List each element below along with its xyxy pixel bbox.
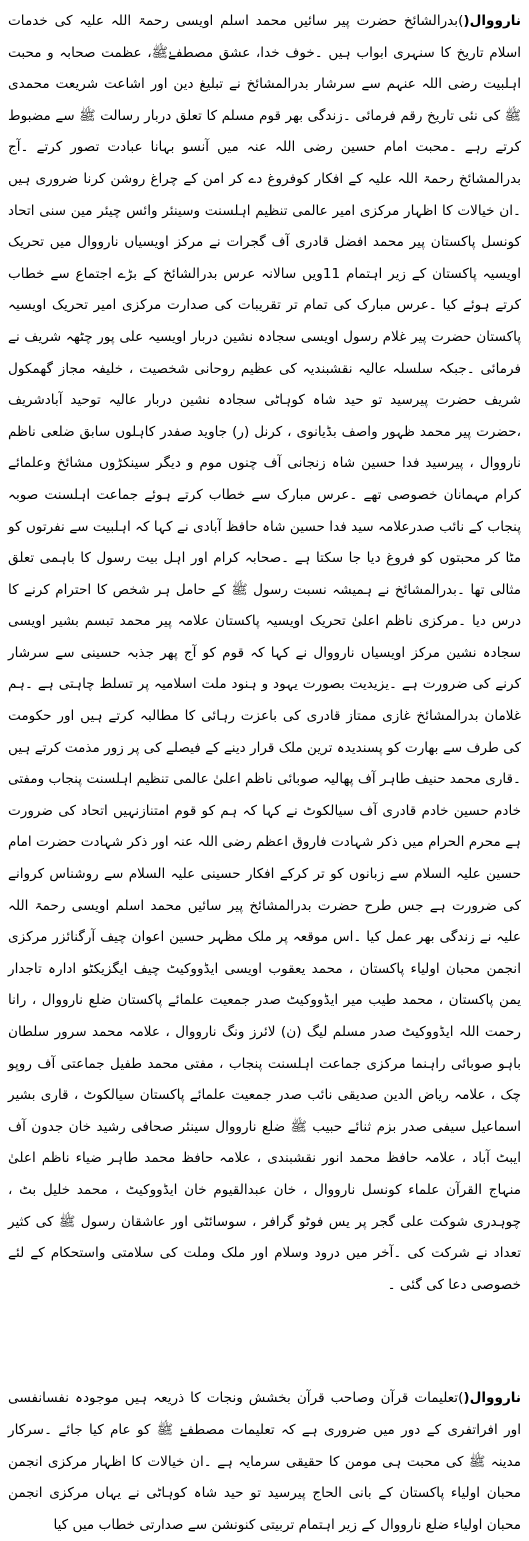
news-article-urs	[8, 6, 521, 1301]
article-body: موجودہ نفسانفسی اور افراتفری کے دور میں ضروری ہے کہ تعلیمات مصطفےٰ ﷺ کو عام کیا جائے ۔سرکار مدینہ ﷺ کی محبت ہی مومن کا حقیقی سرمایہ ہے ۔ان خیالات کا اظہار مرکزی انجمن محبان اولیاء پاکستان کے بانی الحاج پیرسید تو حید شاہ کوہاٹی نے یہاں مرکزی انجمن محبان اولیاء ضلع نارووال کے زیر اہتمام تربیتی کنونشن سے صدارتی خطاب میں کیا	[8, 1390, 521, 1533]
article-separator	[8, 1301, 521, 1383]
article-text	[8, 1383, 521, 1541]
article-body: خدمات اسلام تاریخ کا سنہری ابواب ہیں ۔خوف خدا، عشق مصطفےٰﷺ، عظمت صحابہ و محبت اہلبیت رضی اللہ عنہم سے سرشار بدرالمشائخ نے تبلیغ دین اور اشاعت شریعت محمدی ﷺ کی نئی تاریخ رقم فرمائی ۔زندگی بھر قوم مسلم کا تعلق دربار رسالت ﷺ سے مضبوط کرتے رہے ۔محبت امام حسین رضی اللہ عنہ میں آنسو بہانا عبادت تصور کرتے ۔آج بدرالمشائخ رحمۃ اللہ علیہ کے افکار کوفروغ دے کر امن کے چراغ روشن کرنا ضروری ہیں ۔ان خیالات کا اظہار مرکزی امیر عالمی تنظیم اہلسنت وسینئر وائس چیئر مین سنی اتحاد کونسل پاکستان پیر محمد افضل قادری آف گجرات نے مرکز اویسیاں نارووال میں تحریک اویسیہ پاکستان کے زیر اہتمام 11ویں سالانہ عرس بدرالشائخ کے بڑے اجتماع سے خطاب کرتے ہوئے کیا ۔عرس مبارک کی تمام تر تقریبات کی صدارت مرکزی امیر تحریک اویسیہ پاکستان حضرت پیر غلام رسول اویسی سجادہ نشین دربار اویسیہ علی پور چٹھہ شریف نے فرمائی ۔جبکہ سلسلہ عالیہ نقشبندیہ کی عظیم روحانی شخصیت ، خلیفہ مجاز گھمکول شریف حضرت پیرسید تو حید شاہ کوہاٹی سجادہ نشین دربار عالیہ توحید آبادشریف ،حضرت پیر محمد ظہور واصف بڈیانوی ، کرنل (ر) جاوید صفدر کاہلوں سابق ضلعی ناظم نارووال ، پیرسید فدا حسین شاہ زنجانی آف چنوں موم و دیگر سینکڑوں مشائخ وعلمائے کرام مہمانان خصوصی تھے ۔عرس مبارک سے خطاب کرتے ہوئے جماعت اہلسنت صوبہ پنجاب کے نائب صدرعلامہ سید فدا حسین شاہ حافظ آبادی نے کہا کہ اہلبیت سے نفرتوں کو مٹا کر محبتوں کو فروغ دیا جا سکتا ہے ۔صحابہ کرام اور اہل بیت رسول کا باہمی تعلق مثالی تھا ۔بدرالمشائخ نے ہمیشہ نسبت رسول ﷺ کے حامل ہر شخص کا احترام کرنے کا درس دیا ۔مرکزی ناظم اعلیٰ تحریک اویسیہ پاکستان علامہ پیر محمد تبسم بشیر اویسی سجادہ نشین مرکز اویسیاں نارووال نے کہا کہ قوم کو آج پھر جذبہ حسینی سے سرشار کرنے کی ضرورت ہے ۔یزیدیت بصورت یہود و ہنود ملت اسلامیہ پر تسلط چاہتی ہے ۔ہم غلامان بدرالمشائخ غازی ممتاز قادری کی باعزت رہائی کا مطالبہ کرتے ہیں اور حکومت کی طرف سے بھارت کو پسندیدہ ترین ملک قرار دینے کے فیصلے کی پر زور مذمت کرتے ہیں ۔قاری محمد حنیف طاہر آف پھالیہ صوبائی ناظم اعلیٰ عالمی تنظیم اہلسنت پنجاب ومفتی خادم حسین خادم قادری آف سیالکوٹ نے کہا کہ ہم کو قوم امتنازنہیں اتحاد کی ضرورت ہے محرم الحرام میں ذکر شہادت فاروق اعظم رضی اللہ عنہ اور ذکر شہادت حضرت امام حسین علیہ السلام سے زبانوں کو تر کرکے افکار حسینی علیہ السلام سے روشناس کروانے کی ضرورت ہے جس طرح حضرت بدرالمشائخ پیر سائیں محمد اسلم اویسی رحمۃ اللہ علیہ نے زندگی بھر عمل کیا ۔اس موقعہ پر ملک مظہر حسین اعوان چیف آرگنائزر مرکزی انجمن محبان اولیاء پاکستان ، محمد یعقوب اویسی ایڈووکیٹ چیف ایگزیکٹو ادارہ تاجدار یمن پاکستان ، محمد طیب میر ایڈووکیٹ صدر جمعیت علمائے پاکستان ضلع نارووال ، رانا رحمت اللہ ایڈووکیٹ صدر مسلم لیگ (ن) لائرز ونگ نارووال ، علامہ محمد سرور سلطان باہو صوبائی راہنما مرکزی جماعت اہلسنت پنجاب ، مفتی محمد طفیل جماعتی آف روپو چک ، علامہ ریاض الدین صدیقی نائب صدر جمعیت علمائے پاکستان سیالکوٹ ، قاری بشیر اسماعیل سیفی صدر بزم ثنائے حبیب ﷺ ضلع نارووال سینئر صحافی رشید خان جدون آف ایبٹ آباد ، علامہ حافظ محمد انور نقشبندی ، علامہ حافظ محمد طاہر ضیاء ناظم اعلیٰ منہاج القرآن علماء کونسل نارووال ، خان عبدالقیوم خان ایڈووکیٹ ، محمد خلیل بٹ ، چوہدری شوکت علی گجر پر یس فوٹو گرافر ، سوسائٹی اور عاشقان رسول ﷺ کی کثیر تعداد نے شرکت کی ۔آخر میں درود وسلام اور ملک وملت کی سلامتی واستحکام کے لئے خصوصی دعا کی گئی ۔	[8, 13, 521, 1293]
article-dateline: نارووال(	[463, 13, 521, 29]
article-text	[8, 6, 521, 1301]
article-title: )تعلیمات قرآن وصاحب قرآن بخشش ونجات کا ذریعہ ہیں	[124, 1390, 464, 1407]
news-article-convention	[8, 1383, 521, 1541]
article-title: )بدرالشائخ حضرت پیر سائیں محمد اسلم اویسی رحمۃ اللہ علیہ کی	[54, 13, 464, 29]
article-dateline: نارووال(	[463, 1390, 521, 1407]
